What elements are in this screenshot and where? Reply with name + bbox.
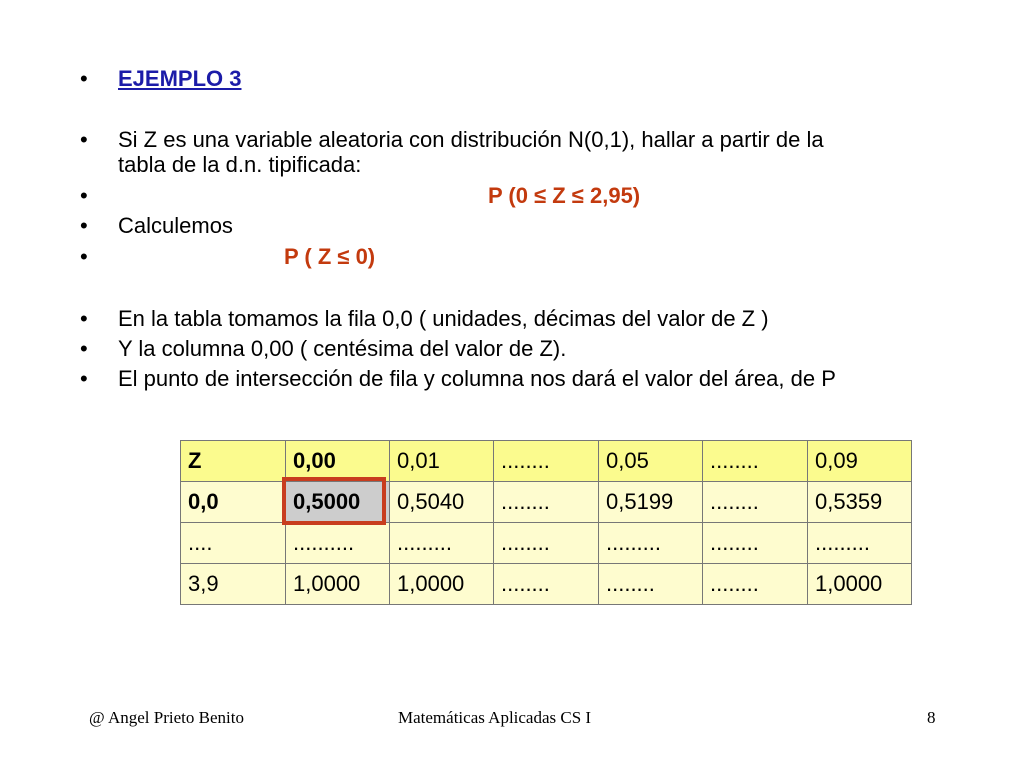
table-cell: ........	[494, 523, 599, 564]
table-cell: ........	[703, 482, 808, 523]
table-cell: 1,0000	[286, 564, 390, 605]
table-cell: ........	[494, 564, 599, 605]
col-info-text: Y la columna 0,00 ( centésima del valor de Z).	[118, 336, 567, 361]
table-cell: 0,5040	[390, 482, 494, 523]
example-title: EJEMPLO 3	[118, 66, 242, 91]
header-cell: ........	[703, 441, 808, 482]
table-cell: 0,5199	[599, 482, 703, 523]
table-cell: 1,0000	[808, 564, 912, 605]
header-cell: 0,00	[286, 441, 390, 482]
header-cell: ........	[494, 441, 599, 482]
footer-course: Matemáticas Aplicadas CS I	[398, 708, 592, 727]
header-cell: 0,05	[599, 441, 703, 482]
row-info-text: En la tabla tomamos la fila 0,0 ( unidades, décimas del valor de Z )	[118, 306, 769, 331]
table-row	[181, 564, 912, 605]
bullet-dot: •	[80, 127, 88, 152]
bullet-dot: •	[80, 336, 88, 361]
table-cell: 0,5359	[808, 482, 912, 523]
selected-cell-highlight	[282, 477, 386, 525]
table-cell: .........	[390, 523, 494, 564]
table-row	[181, 523, 912, 564]
table-cell: ........	[703, 523, 808, 564]
selected-cell: 0,5000	[286, 482, 390, 523]
header-cell: Z	[181, 441, 286, 482]
bullet-dot: •	[80, 66, 88, 91]
bullet-dot: •	[80, 213, 88, 238]
footer-author: @ Angel Prieto Benito	[89, 708, 244, 727]
table-cell: .........	[808, 523, 912, 564]
row-label-cell: 0,0	[181, 482, 286, 523]
table-cell: ..........	[286, 523, 390, 564]
statement-line-2: tabla de la d.n. tipificada:	[118, 152, 362, 177]
table-cell: ........	[599, 564, 703, 605]
table-cell: ........	[703, 564, 808, 605]
header-cell: 0,01	[390, 441, 494, 482]
header-cell: 0,09	[808, 441, 912, 482]
calc-text: Calculemos	[118, 213, 233, 238]
bullet-dot: •	[80, 306, 88, 331]
table-header-row	[181, 441, 912, 482]
statement-line-1: Si Z es una variable aleatoria con distribución N(0,1), hallar a partir de la	[118, 127, 824, 152]
sub-probability: P ( Z ≤ 0)	[284, 244, 376, 269]
bullet-dot: •	[80, 244, 88, 269]
target-probability: P (0 ≤ Z ≤ 2,95)	[488, 183, 641, 208]
footer-page-number: 8	[927, 708, 936, 727]
row-label-cell: 3,9	[181, 564, 286, 605]
intersection-text: El punto de intersección de fila y columna nos dará el valor del área, de P	[118, 366, 836, 391]
row-label-cell: ....	[181, 523, 286, 564]
table-cell: 1,0000	[390, 564, 494, 605]
table-cell: ........	[494, 482, 599, 523]
bullet-dot: •	[80, 183, 88, 208]
table-cell: .........	[599, 523, 703, 564]
bullet-dot: •	[80, 366, 88, 391]
